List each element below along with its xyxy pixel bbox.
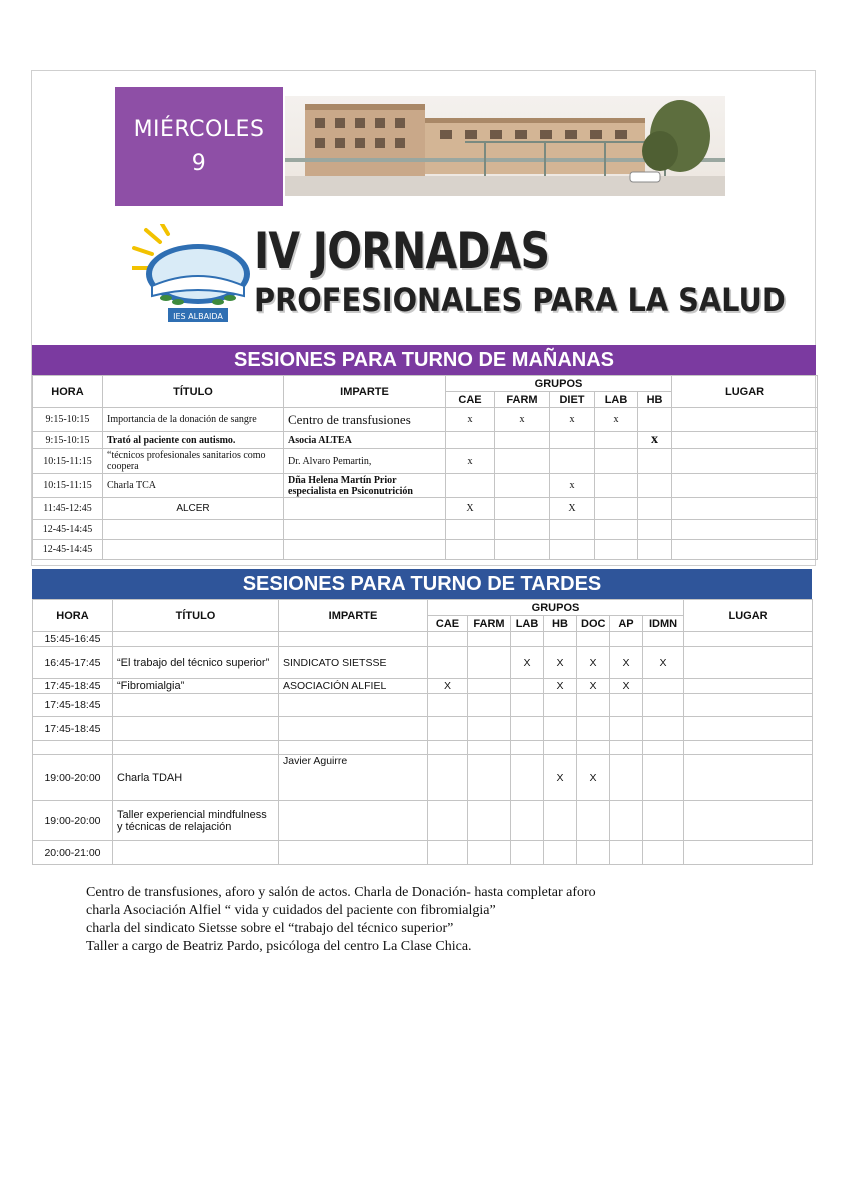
imparte-cell [284,540,446,560]
group-mark-lab [511,741,544,755]
group-mark-farm [468,717,511,741]
group-mark-farm [468,755,511,801]
titulo-cell: Trató al paciente con autismo. [103,432,284,449]
group-mark-doc: X [577,755,610,801]
header-row [33,600,813,616]
hora-cell: 12-45-14:45 [33,540,103,560]
group-mark-ap [610,741,643,755]
afternoon-banner: SESIONES PARA TURNO DE TARDES [32,569,812,599]
group-mark-farm [468,841,511,865]
lugar-header: LUGAR [672,376,818,408]
group-mark-hb [638,520,672,540]
titulo-cell [113,694,279,717]
titulo-cell: “El trabajo del técnico superior” [113,647,279,679]
group-mark-hb [544,841,577,865]
hora-header: HORA [33,376,103,408]
titulo-cell: Charla TDAH [113,755,279,801]
lugar-cell [684,841,813,865]
group-mark-farm [468,801,511,841]
notes [86,884,596,956]
imparte-cell [279,717,428,741]
hora-cell: 11:45-12:45 [33,498,103,520]
group-mark-cae [428,801,468,841]
school-logo [132,224,252,324]
group-mark-hb [638,540,672,560]
group-mark-idmn [643,801,684,841]
lugar-cell [684,632,813,647]
group-header-doc: DOC [577,616,610,632]
lugar-cell [672,498,818,520]
day-name: MIÉRCOLES [133,116,265,142]
imparte-cell: ASOCIACIÓN ALFIEL [279,679,428,694]
table-row [33,540,818,560]
table-row [33,408,818,432]
group-mark-ap [610,717,643,741]
lugar-cell [684,755,813,801]
group-mark-diet: x [550,408,595,432]
imparte-cell: Dr. Alvaro Pemartin, [284,449,446,474]
group-mark-doc: X [577,647,610,679]
group-header-hb: HB [638,392,672,408]
group-header-ap: AP [610,616,643,632]
hora-cell: 17:45-18:45 [33,679,113,694]
group-mark-hb [544,741,577,755]
titulo-cell [113,717,279,741]
note-line: charla Asociación Alfiel “ vida y cuidados del paciente con fibromialgia” [86,903,496,918]
group-mark-cae [446,520,495,540]
hora-cell [33,741,113,755]
titulo-cell: “técnicos profesionales sanitarios como coopera [103,449,284,474]
group-mark-idmn [643,841,684,865]
afternoon-table [32,599,813,865]
table-row [33,755,813,801]
group-mark-doc [577,741,610,755]
imparte-cell [284,520,446,540]
group-header-idmn: IDMN [643,616,684,632]
lugar-cell [684,717,813,741]
titulo-cell [103,520,284,540]
group-mark-idmn [643,679,684,694]
table-row [33,717,813,741]
grupos-header: GRUPOS [428,600,684,616]
group-mark-cae [446,474,495,498]
lugar-cell [672,520,818,540]
group-mark-ap: X [610,647,643,679]
group-mark-farm [495,520,550,540]
imparte-header: IMPARTE [284,376,446,408]
imparte-cell [279,632,428,647]
group-mark-doc [577,717,610,741]
group-mark-hb [638,408,672,432]
group-mark-doc [577,841,610,865]
header-row [33,376,818,392]
group-mark-cae [428,694,468,717]
group-mark-farm [468,694,511,717]
group-mark-farm [495,540,550,560]
hora-cell: 17:45-18:45 [33,717,113,741]
titulo-cell: Importancia de la donación de sangre [103,408,284,432]
group-mark-farm: x [495,408,550,432]
group-mark-cae [428,647,468,679]
group-mark-cae: x [446,449,495,474]
imparte-cell [279,694,428,717]
group-mark-lab [511,755,544,801]
group-mark-ap [610,694,643,717]
group-mark-ap [610,801,643,841]
table-row [33,498,818,520]
group-mark-hb [544,694,577,717]
group-mark-cae: x [446,408,495,432]
group-mark-cae: X [446,498,495,520]
table-row [33,801,813,841]
hora-cell: 15:45-16:45 [33,632,113,647]
table-row [33,449,818,474]
lugar-cell [672,540,818,560]
imparte-cell [279,741,428,755]
group-mark-lab [595,540,638,560]
group-mark-lab: x [595,408,638,432]
group-header-lab: LAB [511,616,544,632]
lugar-cell [684,741,813,755]
group-mark-cae [428,741,468,755]
titulo-cell [113,741,279,755]
table-row [33,679,813,694]
group-mark-diet [550,449,595,474]
group-mark-lab [511,632,544,647]
lugar-cell [672,408,818,432]
group-mark-lab [511,694,544,717]
titulo-cell [113,841,279,865]
group-mark-cae [446,432,495,449]
imparte-cell: Dña Helena Martín Prior especialista en Psiconutrición [284,474,446,498]
group-mark-lab: X [511,647,544,679]
morning-table [32,375,818,560]
group-mark-lab [595,520,638,540]
group-mark-hb [638,498,672,520]
group-mark-lab [511,841,544,865]
group-mark-diet [550,540,595,560]
group-mark-ap [610,755,643,801]
hora-cell: 19:00-20:00 [33,755,113,801]
group-header-cae: CAE [428,616,468,632]
group-mark-cae [428,841,468,865]
note-line: Centro de transfusiones, aforo y salón de actos. Charla de Donación- hasta completar aforo [86,885,596,900]
group-mark-hb [544,632,577,647]
group-mark-farm [468,632,511,647]
hora-cell: 10:15-11:15 [33,449,103,474]
lugar-cell [684,679,813,694]
titulo-header: TÍTULO [113,600,279,632]
group-mark-ap [610,841,643,865]
group-mark-diet [550,432,595,449]
titulo-cell [113,632,279,647]
group-mark-hb [544,717,577,741]
group-header-lab: LAB [595,392,638,408]
hora-cell: 10:15-11:15 [33,474,103,498]
group-mark-farm [495,498,550,520]
group-mark-ap: X [610,679,643,694]
logo-text: IES ALBAIDA [173,312,223,321]
imparte-cell [279,801,428,841]
table-row [33,632,813,647]
group-mark-diet: X [550,498,595,520]
imparte-cell [279,841,428,865]
group-mark-farm [495,474,550,498]
grupos-header: GRUPOS [446,376,672,392]
lugar-cell [672,474,818,498]
note-line: Taller a cargo de Beatriz Pardo, psicóloga del centro La Clase Chica. [86,939,472,954]
group-mark-hb: X [544,647,577,679]
hora-header: HORA [33,600,113,632]
titulo-cell: ALCER [103,498,284,520]
table-row [33,841,813,865]
group-header-diet: DIET [550,392,595,408]
titulo-cell: Taller experiencial mindfulness y técnicas de relajación [113,801,279,841]
lugar-header: LUGAR [684,600,813,632]
group-mark-lab [595,474,638,498]
group-mark-farm [468,647,511,679]
group-mark-ap [610,632,643,647]
building-photo [285,96,725,196]
hora-cell: 16:45-17:45 [33,647,113,679]
group-mark-lab [511,717,544,741]
group-mark-hb [544,801,577,841]
group-mark-idmn: X [643,647,684,679]
group-mark-lab [595,432,638,449]
group-mark-hb: x [638,432,672,449]
group-mark-hb [638,474,672,498]
titulo-cell: Charla TCA [103,474,284,498]
group-mark-farm [468,679,511,694]
hora-cell: 19:00-20:00 [33,801,113,841]
day-number: 9 [191,150,207,176]
group-mark-lab [511,679,544,694]
lugar-cell [672,432,818,449]
group-header-hb: HB [544,616,577,632]
group-header-cae: CAE [446,392,495,408]
table-row [33,474,818,498]
imparte-cell: Javier Aguirre [279,755,428,801]
hora-cell: 9:15-10:15 [33,432,103,449]
note-line: charla del sindicato Sietsse sobre el “trabajo del técnico superior” [86,921,454,936]
table-row [33,520,818,540]
day-box [115,87,283,206]
table-row [33,432,818,449]
group-mark-idmn [643,741,684,755]
group-mark-cae [428,755,468,801]
group-header-farm: FARM [495,392,550,408]
hora-cell: 20:00-21:00 [33,841,113,865]
imparte-cell: Centro de transfusiones [284,408,446,432]
morning-banner: SESIONES PARA TURNO DE MAÑANAS [32,345,816,375]
group-mark-lab [595,449,638,474]
group-mark-farm [495,449,550,474]
group-mark-doc [577,801,610,841]
group-mark-idmn [643,717,684,741]
group-mark-diet [550,520,595,540]
titulo-cell [103,540,284,560]
imparte-cell: Asocia ALTEA [284,432,446,449]
group-header-farm: FARM [468,616,511,632]
group-mark-farm [468,741,511,755]
group-mark-farm [495,432,550,449]
group-mark-hb [638,449,672,474]
lugar-cell [684,801,813,841]
event-title: IV JORNADAS [254,222,550,280]
lugar-cell [672,449,818,474]
table-row [33,741,813,755]
group-mark-idmn [643,632,684,647]
group-mark-doc: X [577,679,610,694]
group-mark-cae: X [428,679,468,694]
group-mark-lab [511,801,544,841]
imparte-header: IMPARTE [279,600,428,632]
lugar-cell [684,647,813,679]
group-mark-hb: X [544,679,577,694]
titulo-header: TÍTULO [103,376,284,408]
group-mark-doc [577,694,610,717]
group-mark-doc [577,632,610,647]
hora-cell: 17:45-18:45 [33,694,113,717]
hora-cell: 9:15-10:15 [33,408,103,432]
titulo-cell: “Fibromialgia” [113,679,279,694]
group-mark-cae [428,717,468,741]
group-mark-lab [595,498,638,520]
group-mark-cae [446,540,495,560]
group-mark-idmn [643,694,684,717]
lugar-cell [684,694,813,717]
table-row [33,694,813,717]
group-mark-diet: x [550,474,595,498]
group-mark-cae [428,632,468,647]
table-row [33,647,813,679]
event-subtitle: PROFESIONALES PARA LA SALUD [254,281,786,319]
group-mark-hb: X [544,755,577,801]
imparte-cell [284,498,446,520]
group-mark-idmn [643,755,684,801]
hora-cell: 12-45-14:45 [33,520,103,540]
imparte-cell: SINDICATO SIETSSE [279,647,428,679]
